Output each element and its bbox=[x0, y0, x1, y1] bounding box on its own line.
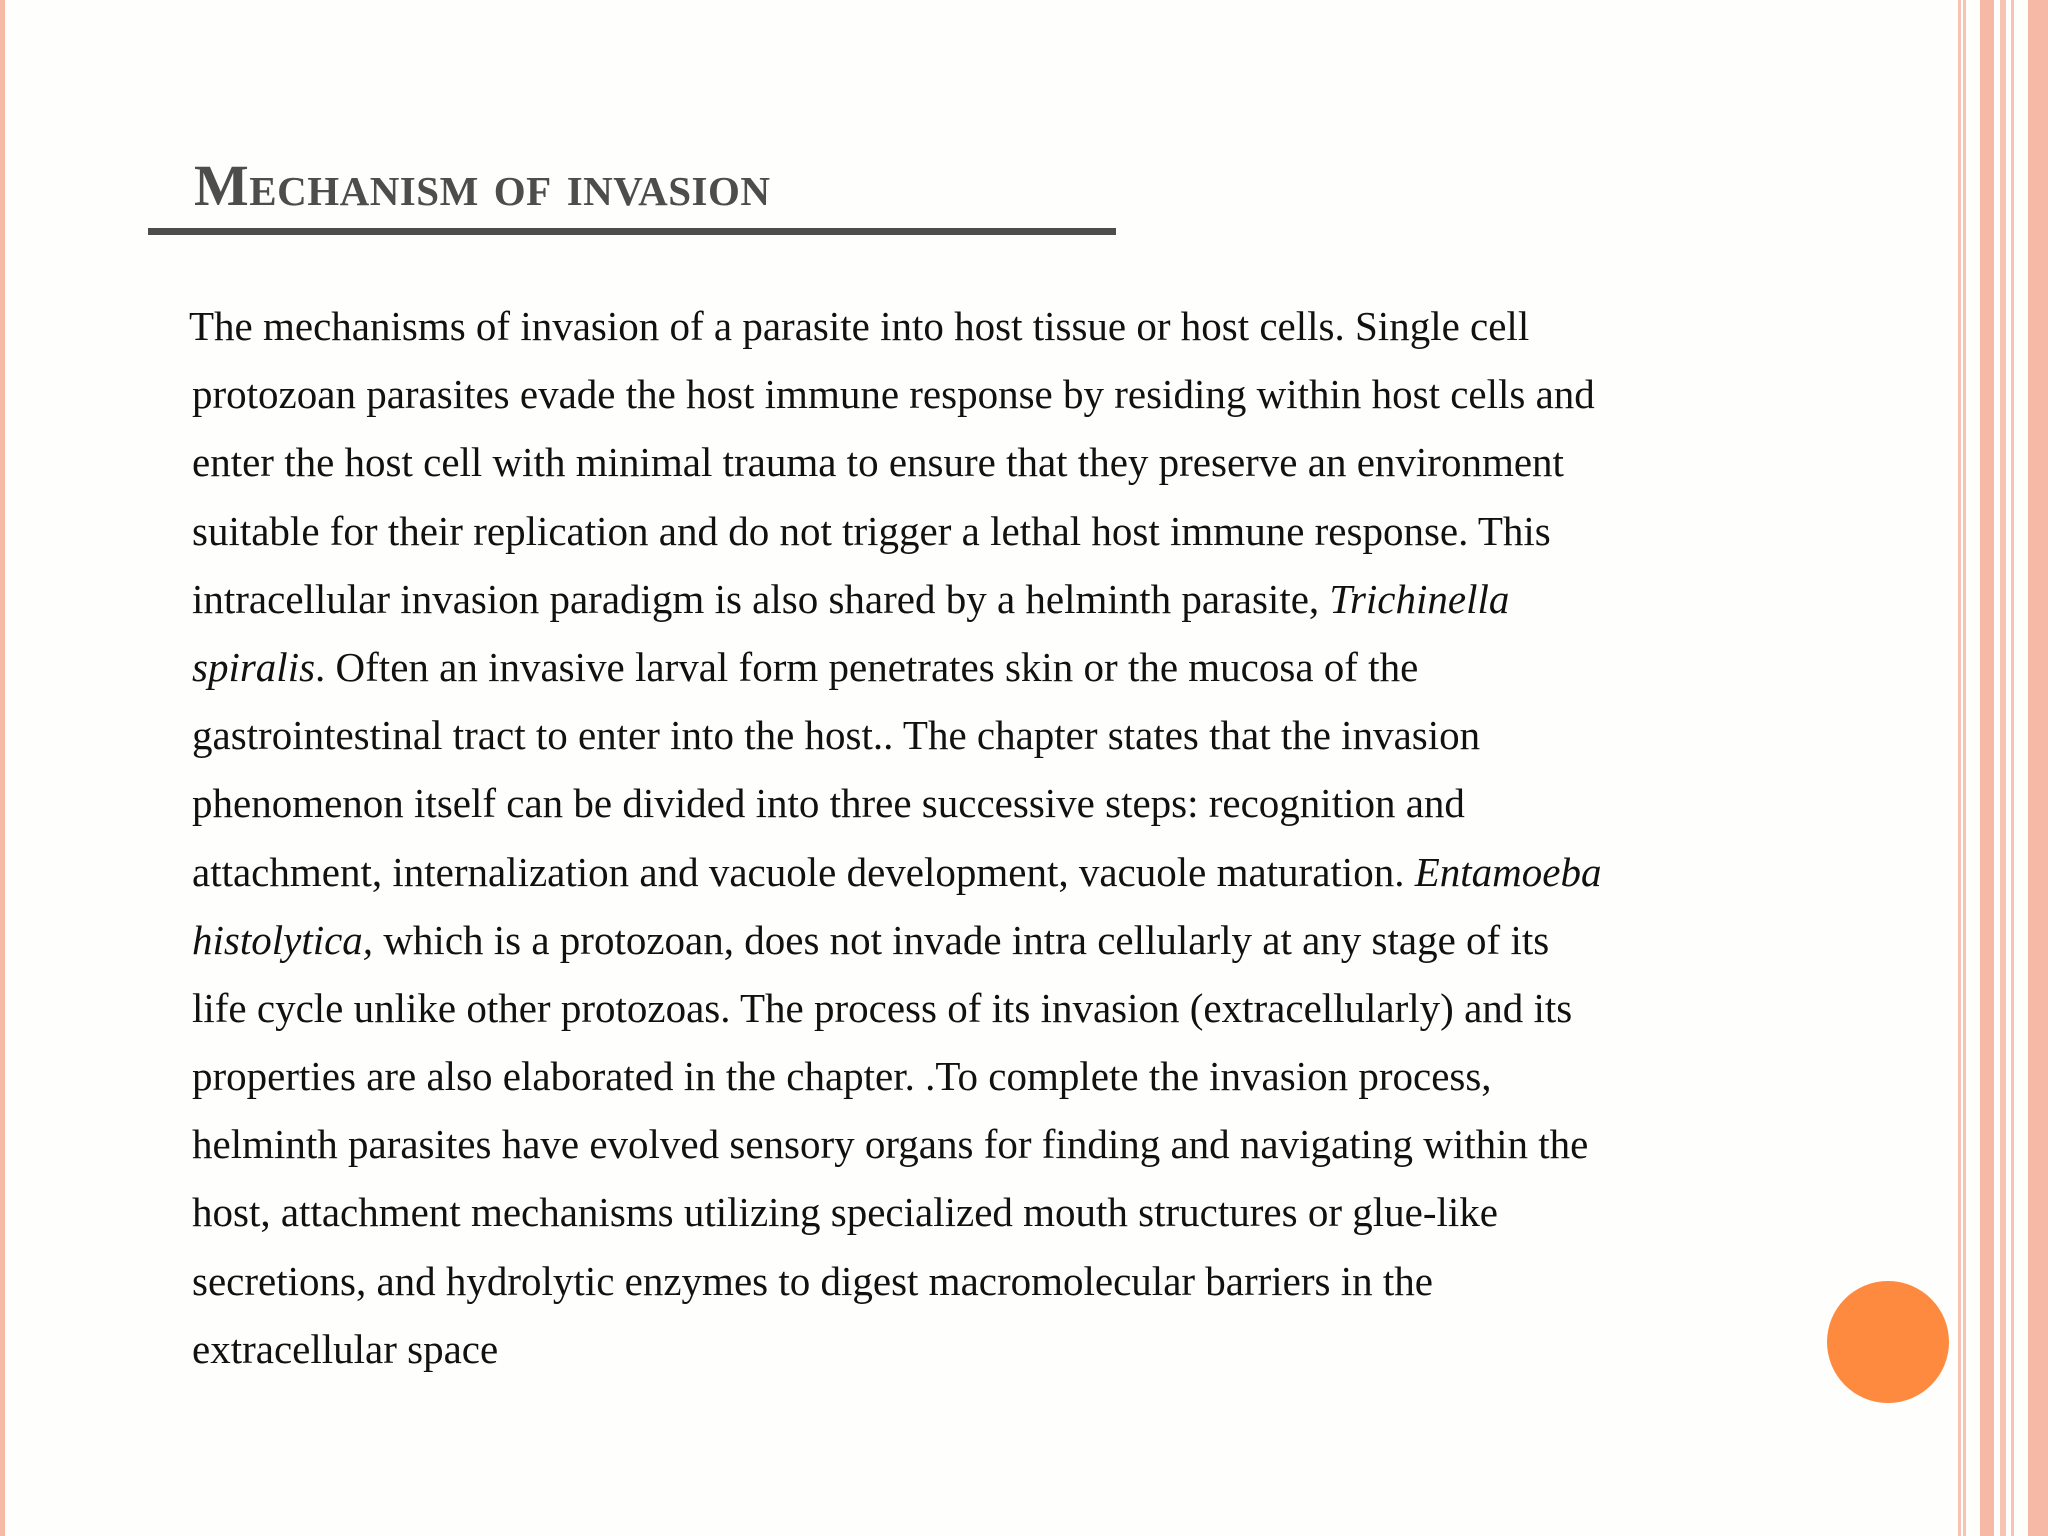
title-underline bbox=[148, 228, 1116, 235]
body-line bbox=[192, 1315, 1792, 1383]
left-border-stripe bbox=[0, 0, 5, 1536]
body-text-segment: host, attachment mechanisms utilizing specialized mouth structures or glue-like bbox=[192, 1189, 1498, 1236]
body-line bbox=[192, 1178, 1792, 1246]
body-line bbox=[192, 1247, 1792, 1315]
body-line bbox=[192, 701, 1792, 769]
body-text-segment: protozoan parasites evade the host immune response by residing within host cells and bbox=[192, 371, 1595, 418]
right-border-stripe bbox=[1958, 0, 1961, 1536]
orange-circle-decoration bbox=[1827, 1281, 1949, 1403]
right-border-stripe bbox=[1980, 0, 1994, 1536]
body-text-segment: extracellular space bbox=[192, 1325, 499, 1372]
body-line bbox=[192, 838, 1792, 906]
italic-species-name: histolytica, bbox=[192, 916, 374, 963]
body-paragraph bbox=[189, 292, 1792, 1383]
right-border-stripe bbox=[1963, 0, 1966, 1536]
body-line bbox=[192, 565, 1792, 633]
body-text-segment: attachment, internalization and vacuole development, vacuole maturation. bbox=[192, 848, 1415, 895]
body-line bbox=[192, 1042, 1792, 1110]
body-text-segment: which is a protozoan, does not invade intra cellularly at any stage of its bbox=[373, 916, 1550, 963]
body-text-segment: The mechanisms of invasion of a parasite into host tissue or host cells. Single cell bbox=[189, 303, 1530, 349]
body-line bbox=[189, 292, 1792, 360]
body-text-segment: secretions, and hydrolytic enzymes to digest macromolecular barriers in the bbox=[192, 1257, 1433, 1304]
body-text-segment: . Often an invasive larval form penetrates skin or the mucosa of the bbox=[315, 643, 1419, 690]
right-border-stripe bbox=[2028, 0, 2048, 1536]
right-border-stripe bbox=[2011, 0, 2014, 1536]
body-line bbox=[192, 497, 1792, 565]
italic-species-name: Trichinella bbox=[1329, 575, 1510, 622]
body-line bbox=[192, 633, 1792, 701]
body-line bbox=[192, 360, 1792, 428]
body-line bbox=[192, 1110, 1792, 1178]
body-text-segment: enter the host cell with minimal trauma to ensure that they preserve an environment bbox=[192, 439, 1564, 486]
body-line bbox=[192, 906, 1792, 974]
right-border-stripe bbox=[2000, 0, 2006, 1536]
body-text-segment: helminth parasites have evolved sensory organs for finding and navigating within the bbox=[192, 1121, 1589, 1168]
body-line bbox=[192, 428, 1792, 496]
italic-species-name: spiralis bbox=[192, 643, 316, 690]
italic-species-name: Entamoeba bbox=[1414, 848, 1602, 895]
title-block bbox=[148, 146, 1116, 236]
body-text-segment: phenomenon itself can be divided into three successive steps: recognition and bbox=[192, 780, 1465, 827]
body-text-segment: gastrointestinal tract to enter into the host.. The chapter states that the invasion bbox=[192, 712, 1481, 759]
body-text-segment: intracellular invasion paradigm is also shared by a helminth parasite, bbox=[192, 575, 1330, 622]
body-text-segment: suitable for their replication and do not trigger a lethal host immune response. This bbox=[192, 507, 1551, 554]
body-text-segment: life cycle unlike other protozoas. The process of its invasion (extracellularly) and its bbox=[192, 984, 1573, 1031]
body-text-segment: properties are also elaborated in the chapter. .To complete the invasion process, bbox=[192, 1053, 1492, 1100]
body-line bbox=[192, 974, 1792, 1042]
body-line bbox=[192, 769, 1792, 837]
slide-title: Mechanism of invasion bbox=[194, 153, 771, 218]
